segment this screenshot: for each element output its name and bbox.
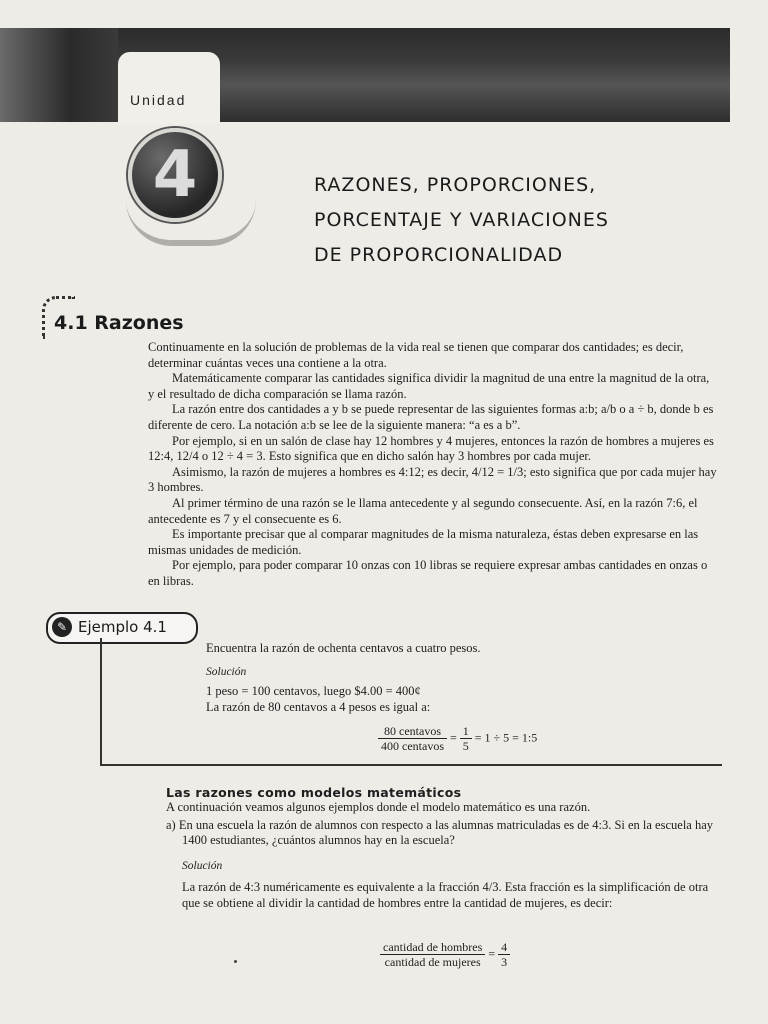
paragraph: Continuamente en la solución de problemas de la vida real se tienen que comparar dos cantidades; es decir, determinar cuántas veces una contiene a la otra. (148, 340, 684, 370)
section-body (148, 340, 718, 590)
paragraph: Por ejemplo, si en un salón de clase hay 12 hombres y 4 mujeres, entonces la razón de hombres a mujeres es 12:4, 12/4 o 12 ÷ 4 = 3. Esto significa que en dicho salón hay 3 hombres por cada mujer. (148, 433, 714, 464)
chapter-title-line: DE PROPORCIONALIDAD (314, 244, 564, 266)
ratio-equation: $\frac{\text{cantidad de hombres}}{\text{cantidad de mujeres}}$ = $\frac{4}{3}$ (380, 940, 510, 969)
example-content (206, 641, 706, 715)
fraction (378, 724, 447, 753)
fraction-numerator: 4 (498, 940, 510, 955)
header-banner-left (0, 28, 118, 122)
fraction (460, 724, 472, 753)
example-line: 1 peso = 100 centavos, luego $4.00 = 400¢ (206, 684, 421, 699)
solution-label: Solución (182, 859, 223, 872)
subsection-body (166, 800, 726, 912)
fraction-numerator: cantidad de hombres (380, 940, 485, 955)
exercise-item: a) En una escuela la razón de alumnos con respecto a las alumnas matriculadas es de 4:3. Si en la escuela hay 1400 estudiantes, ¿cuántos alumnos hay en la escuela? (166, 817, 714, 848)
paragraph: Matemáticamente comparar las cantidades significa dividir la magnitud de una entre la magnitud de la otra, y el resultado de dicha comparación se llama razón. (148, 371, 710, 401)
example-solution-label: Solución (206, 665, 247, 678)
paragraph: Es importante precisar que al comparar magnitudes de la misma naturaleza, éstas deben expresarse en las mismas unidades de medición. (148, 527, 699, 557)
fraction-denominator: 400 centavos (381, 739, 444, 753)
pencil-icon: ✎ (52, 617, 72, 637)
unit-label: Unidad (130, 92, 187, 108)
example-label: Ejemplo 4.1 (78, 618, 167, 636)
fraction-denominator: cantidad de mujeres (384, 955, 481, 969)
fraction (498, 940, 510, 969)
fraction (380, 940, 485, 969)
fraction-numerator: 1 (460, 724, 472, 739)
section-heading (54, 312, 184, 334)
example-statement: Encuentra la razón de ochenta centavos a cuatro pesos. (206, 641, 481, 655)
section-title: Razones (94, 312, 184, 334)
chapter-title (314, 168, 714, 273)
fraction-denominator: 5 (462, 739, 469, 753)
subsection-title: Las razones como modelos matemáticos (166, 785, 462, 800)
paragraph: Asimismo, la razón de mujeres a hombres es 4:12; es decir, 4/12 = 1/3; esto significa que por cada mujer hay 3 hombres. (148, 464, 717, 495)
example-equation: $\frac{\text{80 centavos}}{\text{400 centavos}}$ = $\frac{1}{5}$ = 1 ÷ 5 = 1:5 (378, 724, 537, 753)
chapter-title-line: PORCENTAJE Y VARIACIONES (314, 209, 609, 231)
fraction-numerator: 80 centavos (378, 724, 447, 739)
chapter-title-line: RAZONES, PROPORCIONES, (314, 174, 597, 196)
stray-dot (234, 960, 237, 963)
paragraph: La razón entre dos cantidades a y b se puede representar de las siguientes formas a:b; a/b o a ÷ b, donde b es diferente de cero. La notación a:b se lee de la siguiente manera: “a es a b”. (148, 402, 714, 432)
unit-number-badge (128, 128, 222, 222)
paragraph: Al primer término de una razón se le llama antecedente y al segundo consecuente. Así, en la razón 7:6, el antecedente es 7 y el consecuente es 6. (148, 495, 698, 526)
unit-tab (118, 52, 220, 124)
equation-tail: = 1 ÷ 5 = 1:5 (474, 730, 538, 745)
solution-text: La razón de 4:3 numéricamente es equivalente a la fracción 4/3. Esta fracción es la simplificación de otra que se obtiene al dividir la cantidad de hombres entre la cantidad de mujeres, es decir: (182, 880, 709, 910)
paragraph: Por ejemplo, para poder comparar 10 onzas con 10 libras se requiere expresar ambas cantidades en onzas o en libras. (148, 558, 708, 588)
section-number: 4.1 (54, 312, 88, 334)
unit-number: 4 (152, 138, 198, 212)
subsection-intro: A continuación veamos algunos ejemplos donde el modelo matemático es una razón. (166, 800, 591, 814)
fraction-denominator: 3 (501, 955, 508, 969)
example-line: La razón de 80 centavos a 4 pesos es igual a: (206, 699, 431, 714)
